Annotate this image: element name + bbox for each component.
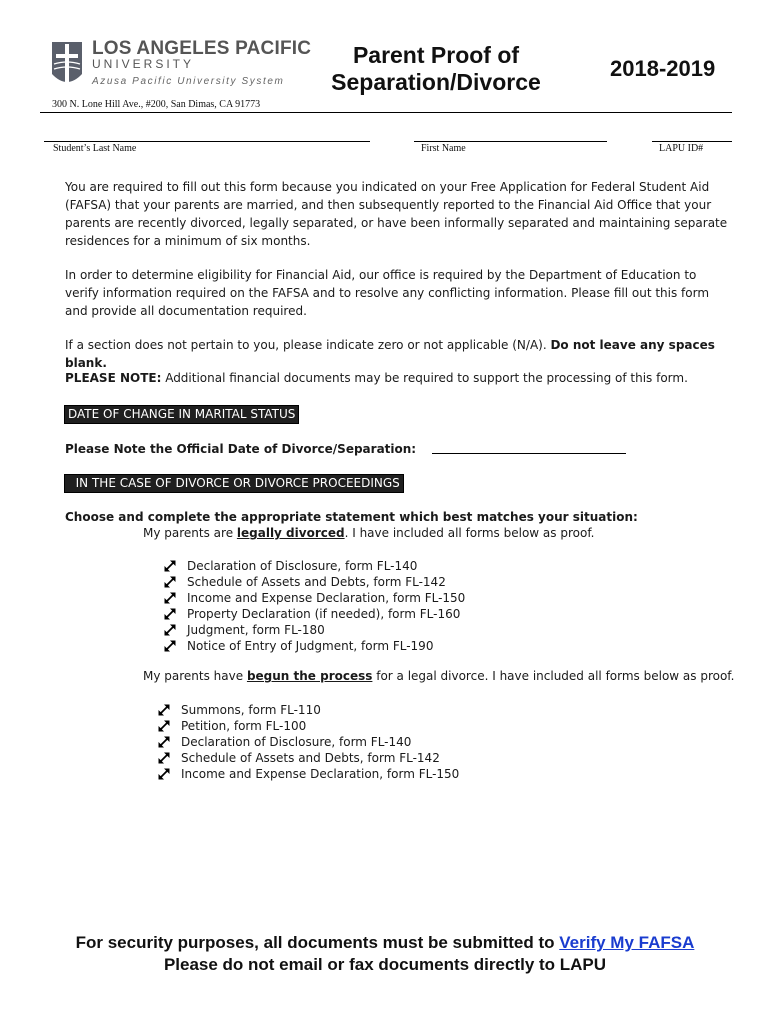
began-process-forms-list — [157, 702, 459, 782]
form-list-item-label: Declaration of Disclosure, form FL-140 — [181, 735, 412, 749]
form-list-item — [163, 622, 465, 638]
intro-paragraph-4 — [65, 369, 730, 387]
section-header-divorce: IN THE CASE OF DIVORCE OR DIVORCE PROCEEDINGS — [64, 474, 404, 493]
form-list-item-label: Summons, form FL-110 — [181, 703, 321, 717]
double-arrow-icon — [163, 575, 177, 589]
first-name-label: First Name — [421, 143, 466, 154]
option1-post: . I have included all forms below as proof. — [344, 526, 595, 540]
form-list-item — [157, 702, 459, 718]
form-list-item-label: Income and Expense Declaration, form FL-150 — [187, 591, 466, 605]
double-arrow-icon — [163, 623, 177, 637]
form-list-item-label: Notice of Entry of Judgment, form FL-190 — [187, 639, 434, 653]
form-title-line1: Parent Proof of — [352, 42, 520, 68]
legally-divorced-forms-list — [163, 558, 465, 654]
form-list-item — [163, 574, 465, 590]
form-list-item-label: Declaration of Disclosure, form FL-140 — [187, 559, 418, 573]
footer-line-2: Please do not email or fax documents directly to LAPU — [163, 955, 607, 974]
double-arrow-icon — [163, 559, 177, 573]
form-list-item — [163, 638, 465, 654]
divorce-date-field[interactable] — [432, 453, 626, 454]
form-list-item — [163, 590, 465, 606]
verify-my-fafsa-link[interactable]: Verify My FAFSA — [559, 933, 695, 952]
form-list-item — [163, 606, 465, 622]
university-name: LOS ANGELES PACIFIC — [92, 38, 312, 59]
intro-paragraph-3 — [65, 336, 730, 372]
lapu-id-field[interactable] — [652, 141, 732, 142]
choose-instruction: Choose and complete the appropriate statement which best matches your situation: — [65, 510, 638, 524]
intro-paragraph-2: In order to determine eligibility for Financial Aid, our office is required by the Department of Education to verify information required on the FAFSA and to resolve any conflicting information. Please fill out this form and provide all documentation required. — [65, 268, 710, 318]
lapu-id-label: LAPU ID# — [659, 143, 704, 154]
university-sub: UNIVERSITY — [92, 57, 195, 71]
award-year: 2018-2019 — [610, 56, 716, 81]
address: 300 N. Lone Hill Ave., #200, San Dimas, CA 91773 — [52, 99, 261, 110]
intro-paragraph-1: You are required to fill out this form because you indicated on your Free Application for Federal Student Aid (FAFSA) that your parents are married, and then subsequently reported to the Financial Aid Office that your parents are recently divorced, legally separated, or have been informally separated and maintaining separate residences for a minimum of six months. — [65, 180, 728, 248]
form-list-item-label: Petition, form FL-100 — [181, 719, 307, 733]
double-arrow-icon — [157, 751, 171, 765]
double-arrow-icon — [157, 703, 171, 717]
footer-line-1 — [0, 933, 770, 953]
form-list-item-label: Income and Expense Declaration, form FL-150 — [181, 767, 460, 781]
form-list-item — [157, 734, 459, 750]
form-list-item-label: Property Declaration (if needed), form FL-160 — [187, 607, 461, 621]
double-arrow-icon — [163, 607, 177, 621]
double-arrow-icon — [157, 719, 171, 733]
first-name-field[interactable] — [414, 141, 607, 142]
header-divider — [40, 112, 732, 113]
form-list-item — [157, 750, 459, 766]
form-list-item — [157, 766, 459, 782]
double-arrow-icon — [163, 591, 177, 605]
option1-pre: My parents are — [143, 526, 237, 540]
last-name-field[interactable] — [44, 141, 370, 142]
blank-note-emphasis: Do not leave any spaces blank. — [65, 338, 715, 370]
form-list-item-label: Schedule of Assets and Debts, form FL-142 — [187, 575, 446, 589]
form-list-item-label: Judgment, form FL-180 — [187, 623, 325, 637]
university-logo-icon — [50, 40, 84, 90]
please-note-text: Additional financial documents may be required to support the processing of this form. — [161, 371, 688, 385]
section-header-marital-status: DATE OF CHANGE IN MARITAL STATUS — [64, 405, 299, 424]
last-name-label: Student’s Last Name — [53, 143, 137, 154]
blank-note-text: If a section does not pertain to you, please indicate zero or not applicable (N/A). — [65, 338, 551, 352]
option1-emphasis: legally divorced — [236, 526, 345, 540]
option2-post: for a legal divorce. I have included all forms below as proof. — [372, 669, 735, 683]
option2-pre: My parents have — [143, 669, 247, 683]
divorce-date-label: Please Note the Official Date of Divorce/Separation: — [65, 442, 417, 456]
double-arrow-icon — [157, 735, 171, 749]
form-list-item-label: Schedule of Assets and Debts, form FL-142 — [181, 751, 440, 765]
double-arrow-icon — [157, 767, 171, 781]
option2-emphasis: begun the process — [246, 669, 373, 683]
form-list-item — [157, 718, 459, 734]
form-title — [300, 42, 572, 96]
footer-text: For security purposes, all documents must be submitted to — [75, 933, 560, 952]
option-legally-divorced[interactable] — [143, 524, 733, 542]
option-began-process[interactable] — [143, 667, 743, 685]
form-title-line2: Separation/Divorce — [331, 69, 541, 95]
form-list-item — [163, 558, 465, 574]
please-note-label: PLEASE NOTE: — [65, 371, 162, 385]
university-system: Azusa Pacific University System — [92, 76, 285, 87]
double-arrow-icon — [163, 639, 177, 653]
